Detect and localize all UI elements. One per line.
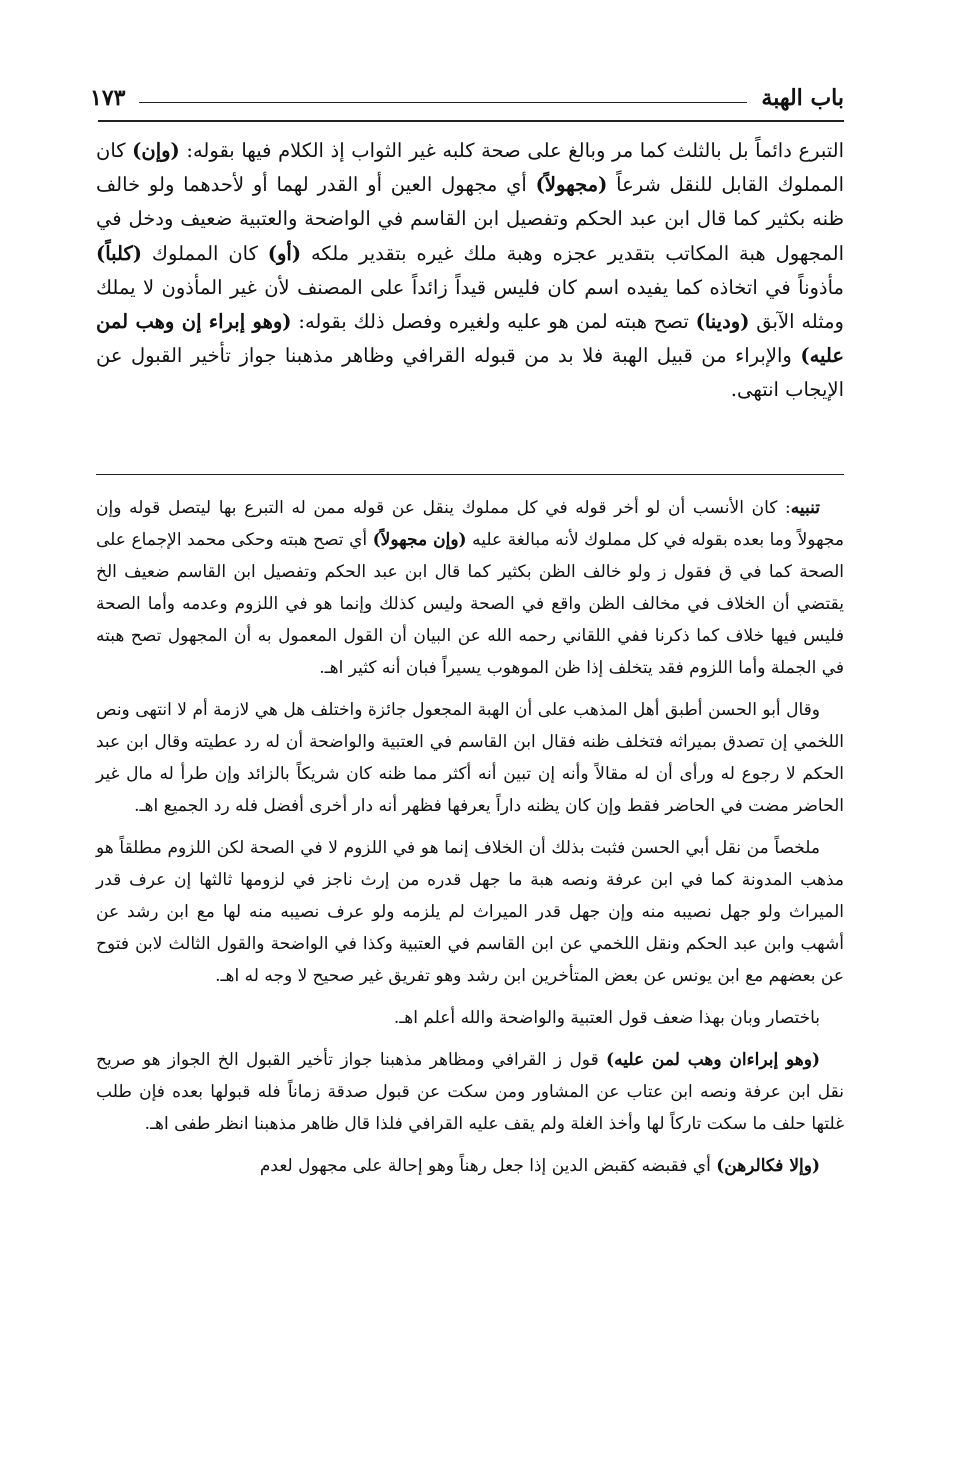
bold-term: (وإن مجهولاً) bbox=[372, 530, 467, 550]
bold-term: (كلباً) bbox=[96, 241, 143, 265]
note-paragraph: (وهو إبراءان وهب لمن عليه) قول ز القرافي ومظاهر مذهبنا جواز تأخير القبول الخ الجواز هو صريح نقل ابن عرفة ونصه ابن عتاب عن المشاور ومن سكت عن قبول صدقة زماناً فله قبولها بعده فإن طلب غلتها حلف ما سكت تاركاً لها وأخذ الغلة ولم يقف عليه القرافي فلذا قال ظاهر مذهبنا انظر طفى اهـ. bbox=[96, 1050, 844, 1134]
chapter-title: باب الهبة bbox=[761, 85, 844, 111]
note-paragraph: تنبيه: كان الأنسب أن لو أخر قوله في كل مملوك ينقل عن قوله ممن له التبرع بها ليتصل قوله وإن مجهولاً وما بعده بقوله في كل مملوك لأنه مبالغة عليه (وإن مجهولاً) أي تصح هبته وحكى محمد الإجماع على الصحة كما في ق فقول ز ولو خالف الظن بكثير كما قال ابن عبد الحكم وتفصيل ابن القاسم ضعيف الخ يقتضي أن الخلاف في مخالف الظن واقع في الصحة وليس كذلك وإنما هو في اللزوم وعدمه وأما الصحة فليس فيها خلاف كما ذكرنا ففي اللقاني رحمه الله عن البيان أن القول المعمول به أن المجهول تصح هبته في الجملة وأما اللزوم فقد يتخلف إذا ظن الموهوب يسيراً فبان أنه كثير اهـ. bbox=[96, 498, 845, 678]
bold-term: (ودينا) bbox=[695, 310, 750, 334]
bold-term: (وهو إبراءان وهب لمن عليه) bbox=[606, 1050, 821, 1070]
note-label: تنبيه bbox=[790, 498, 820, 518]
page-number: ١٧٣ bbox=[90, 85, 126, 111]
note-paragraph: ملخصاً من نقل أبي الحسن فثبت بذلك أن الخلاف إنما هو في اللزوم لا في الصحة لكن اللزوم مطلقاً هو مذهب المدونة كما في ابن عرفة ونصه هبة ما جهل قدره من إرث ناجز في لزومها ثالثها إن عرف قدر الميراث ولو جهل نصيبه منه وإن جهل قدر الميراث لم يلزمه ولو عرف نصيبه منه لها مع ابن رشد عن أشهب وابن عبد الحكم ونقل اللخمي عن ابن القاسم في العتبية وكذا في الواضحة والقول الثالث لابن فتوح عن بعضهم مع ابن يونس عن بعض المتأخرين ابن رشد وهو تفريق غير صحيح لا وجه له اهـ. bbox=[96, 838, 844, 986]
bold-term: (وهو إبراء إن وهب لمن عليه) bbox=[96, 310, 844, 368]
commentary bbox=[96, 492, 844, 1182]
main-text bbox=[96, 134, 844, 408]
header-line bbox=[139, 102, 747, 103]
note-paragraph: باختصار وبان بهذا ضعف قول العتبية والواضحة والله أعلم اهـ. bbox=[393, 1008, 820, 1028]
footnote-divider bbox=[96, 474, 844, 475]
header-rule bbox=[98, 120, 844, 122]
note-paragraph: (وإلا فكالرهن) أي فقبضه كقبض الدين إذا جعل رهناً وهو إحالة على مجهول لعدم bbox=[259, 1156, 820, 1176]
note-paragraph: وقال أبو الحسن أطبق أهل المذهب على أن الهبة المجعول جائزة واختلف هل هي لازمة أم لا انتهى ونص اللخمي إن تصدق بميراثه فتخلف ظنه فقال ابن القاسم في العتبية والواضحة أن له رد عطيته وقال ابن عبد الحكم لا رجوع له ورأى أن له مقالاً وأنه إن تبين أنه أكثر مما ظنه كان شريكاً بالزائد وإن طرأ له مال غير الحاضر مضت في الحاضر فقط وإن كان يظنه داراً يعرفها فظهر أنه دار أخرى أفضل فله رد الجميع اهـ. bbox=[96, 700, 844, 816]
bold-term: (أو) bbox=[267, 241, 302, 265]
running-header bbox=[90, 80, 844, 116]
main-paragraph: التبرع دائماً بل بالثلث كما مر وبالغ على صحة كلبه غير الثواب إذ الكلام فيها بقوله: (وإن) كان المملوك القابل للنقل شرعاً (مجهولاً) أي مجهول العين أو القدر لهما أو لأحدهما ولو خالف ظنه بكثير كما قال ابن عبد الحكم وتفصيل ابن القاسم في الواضحة والعتبية ضعيف ودخل في المجهول هبة المكاتب بتقدير عجزه وهبة ملك غيره بتقدير ملكه (أو) كان المملوك (كلباً) مأذوناً في اتخاذه كما يفيده اسم كان فليس قيداً زائداً على المصنف لأن غير المأذون لا يملك ومثله الآبق (ودينا) تصح هبته لمن هو عليه ولغيره وفصل ذلك بقوله: (وهو إبراء إن وهب لمن عليه) والإبراء من قبيل الهبة فلا بد من قبوله القرافي وظاهر مذهبنا جواز تأخير القبول عن الإيجاب انتهى. bbox=[96, 139, 845, 402]
bold-term: (وإلا فكالرهن) bbox=[716, 1156, 820, 1176]
bold-term: (مجهولاً) bbox=[535, 173, 608, 197]
bold-term: (وإن) bbox=[132, 139, 180, 162]
